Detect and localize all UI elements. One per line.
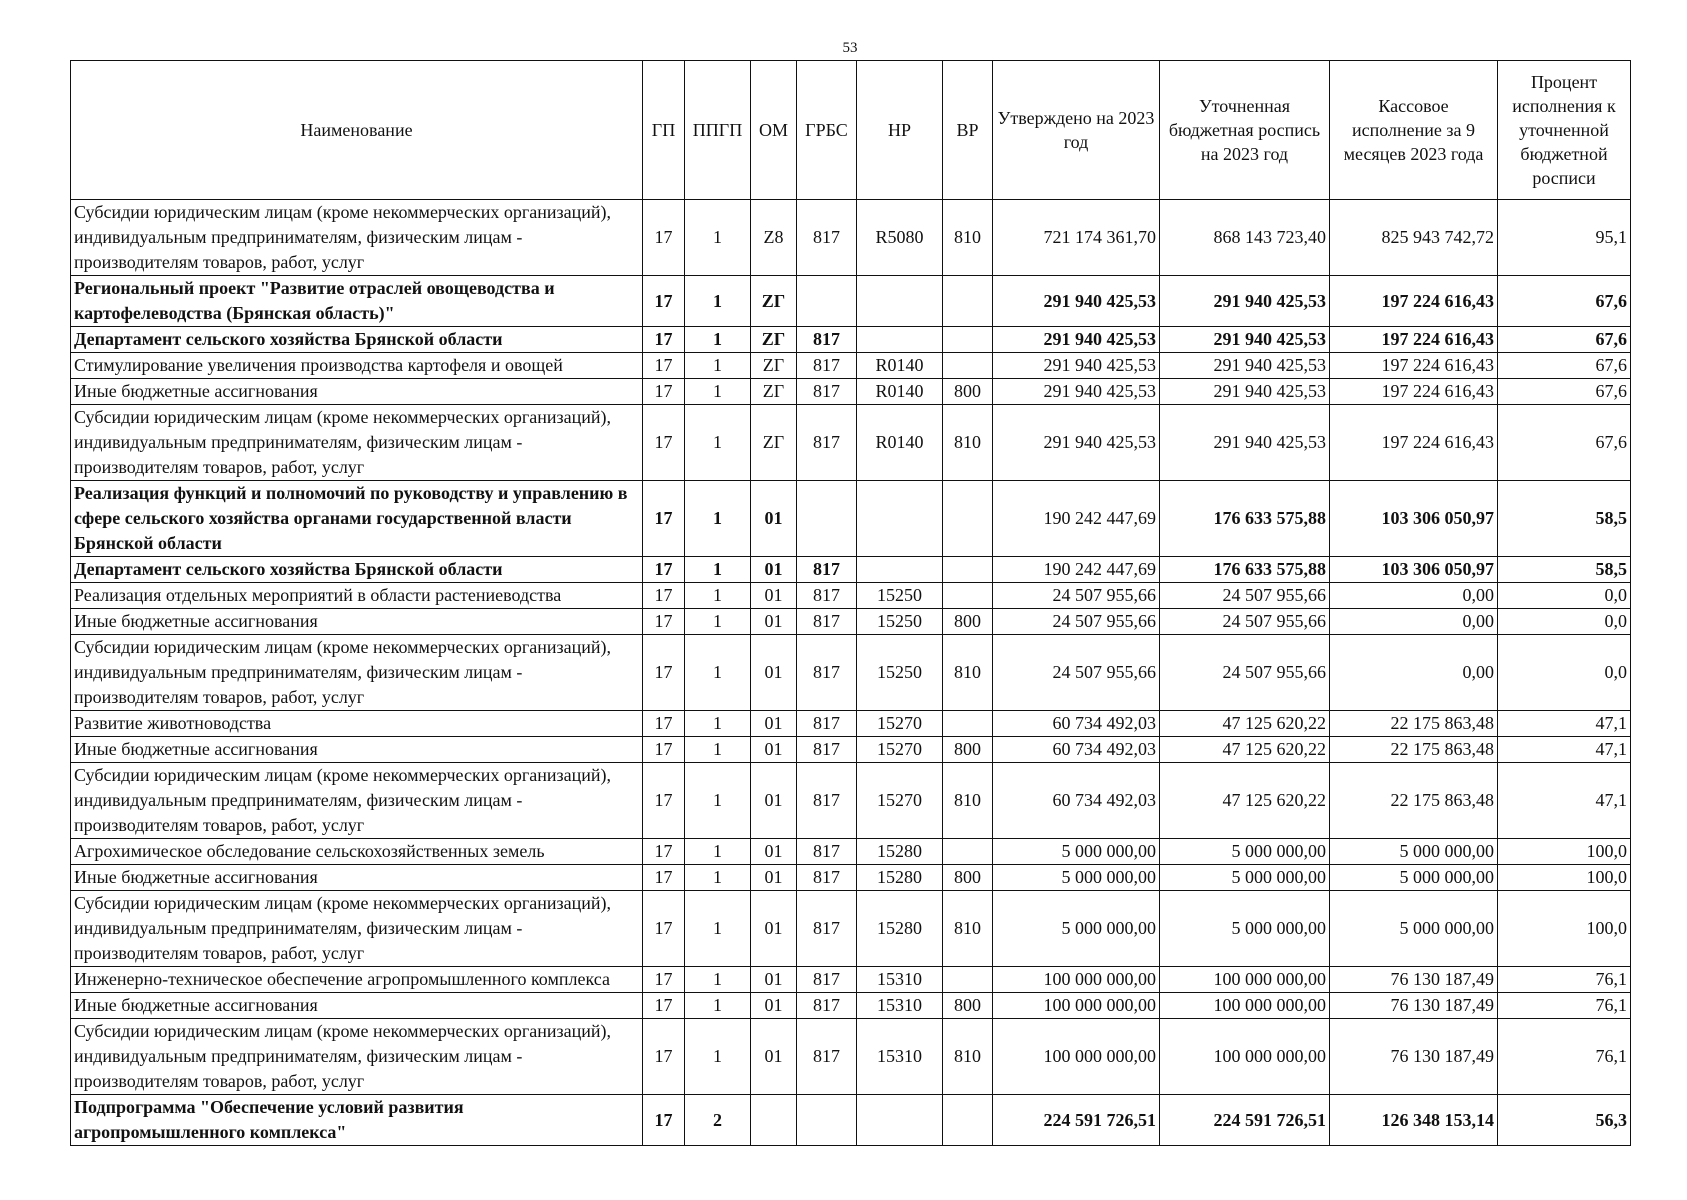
row-np (857, 557, 943, 583)
table-row (71, 405, 1631, 481)
row-cash: 103 306 050,97 (1330, 481, 1498, 557)
header-cash: Кассовое исполнение за 9 месяцев 2023 года (1330, 61, 1498, 200)
row-vr (943, 583, 993, 609)
row-vr: 810 (943, 891, 993, 967)
row-refined: 176 633 575,88 (1160, 557, 1330, 583)
row-refined: 291 940 425,53 (1160, 327, 1330, 353)
row-vr: 800 (943, 609, 993, 635)
row-approved: 5 000 000,00 (993, 865, 1160, 891)
table-row (71, 635, 1631, 711)
row-om: 01 (751, 557, 797, 583)
row-ppgp: 1 (685, 405, 751, 481)
row-gp: 17 (643, 865, 685, 891)
row-percent: 95,1 (1498, 200, 1631, 276)
row-approved: 100 000 000,00 (993, 1019, 1160, 1095)
row-ppgp: 2 (685, 1095, 751, 1146)
row-np: 15270 (857, 763, 943, 839)
row-approved: 721 174 361,70 (993, 200, 1160, 276)
row-np: 15310 (857, 1019, 943, 1095)
row-gp: 17 (643, 711, 685, 737)
row-cash: 197 224 616,43 (1330, 327, 1498, 353)
row-approved: 291 940 425,53 (993, 276, 1160, 327)
row-vr: 810 (943, 200, 993, 276)
row-refined: 5 000 000,00 (1160, 839, 1330, 865)
row-grbs: 817 (797, 763, 857, 839)
row-percent: 67,6 (1498, 353, 1631, 379)
row-name: Иные бюджетные ассигнования (71, 737, 643, 763)
header-name: Наименование (71, 61, 643, 200)
row-refined: 100 000 000,00 (1160, 967, 1330, 993)
row-approved: 60 734 492,03 (993, 737, 1160, 763)
row-percent: 67,6 (1498, 379, 1631, 405)
table-row (71, 1095, 1631, 1146)
row-gp: 17 (643, 1019, 685, 1095)
row-gp: 17 (643, 993, 685, 1019)
row-approved: 100 000 000,00 (993, 967, 1160, 993)
row-percent: 100,0 (1498, 865, 1631, 891)
row-om: Z8 (751, 200, 797, 276)
row-approved: 5 000 000,00 (993, 891, 1160, 967)
row-percent: 56,3 (1498, 1095, 1631, 1146)
row-cash: 197 224 616,43 (1330, 405, 1498, 481)
row-om: 01 (751, 737, 797, 763)
row-vr: 800 (943, 993, 993, 1019)
row-om: 01 (751, 481, 797, 557)
row-grbs: 817 (797, 379, 857, 405)
table-row (71, 763, 1631, 839)
row-om: 01 (751, 609, 797, 635)
row-np: 15270 (857, 737, 943, 763)
row-gp: 17 (643, 481, 685, 557)
row-cash: 0,00 (1330, 609, 1498, 635)
row-refined: 291 940 425,53 (1160, 405, 1330, 481)
row-refined: 100 000 000,00 (1160, 993, 1330, 1019)
header-percent: Процент исполнения к уточненной бюджетной росписи (1498, 61, 1631, 200)
row-gp: 17 (643, 379, 685, 405)
table-header-row (71, 61, 1631, 200)
row-om: ZГ (751, 276, 797, 327)
row-name: Субсидии юридическим лицам (кроме некоммерческих организаций), индивидуальным предпринимателям, физическим лицам - производителям товаров, работ, услуг (71, 200, 643, 276)
row-cash: 0,00 (1330, 583, 1498, 609)
row-cash: 5 000 000,00 (1330, 839, 1498, 865)
row-om: 01 (751, 1019, 797, 1095)
row-ppgp: 1 (685, 737, 751, 763)
row-approved: 24 507 955,66 (993, 609, 1160, 635)
row-grbs: 817 (797, 865, 857, 891)
row-ppgp: 1 (685, 557, 751, 583)
row-name: Реализация функций и полномочий по руководству и управлению в сфере сельского хозяйства органами государственной власти Брянской области (71, 481, 643, 557)
row-grbs: 817 (797, 405, 857, 481)
row-gp: 17 (643, 583, 685, 609)
table-row (71, 1019, 1631, 1095)
row-grbs: 817 (797, 200, 857, 276)
row-np: 15270 (857, 711, 943, 737)
row-grbs: 817 (797, 557, 857, 583)
header-grbs: ГРБС (797, 61, 857, 200)
row-percent: 100,0 (1498, 891, 1631, 967)
row-gp: 17 (643, 839, 685, 865)
row-np (857, 481, 943, 557)
row-name: Иные бюджетные ассигнования (71, 865, 643, 891)
row-name: Инженерно-техническое обеспечение агропромышленного комплекса (71, 967, 643, 993)
row-np: R0140 (857, 405, 943, 481)
row-cash: 5 000 000,00 (1330, 891, 1498, 967)
table-row (71, 327, 1631, 353)
table-row (71, 353, 1631, 379)
row-ppgp: 1 (685, 711, 751, 737)
table-row (71, 609, 1631, 635)
table-row (71, 557, 1631, 583)
row-gp: 17 (643, 635, 685, 711)
row-approved: 100 000 000,00 (993, 993, 1160, 1019)
row-refined: 291 940 425,53 (1160, 276, 1330, 327)
row-approved: 291 940 425,53 (993, 405, 1160, 481)
row-grbs (797, 481, 857, 557)
row-vr (943, 353, 993, 379)
row-cash: 103 306 050,97 (1330, 557, 1498, 583)
row-cash: 22 175 863,48 (1330, 763, 1498, 839)
row-gp: 17 (643, 1095, 685, 1146)
row-np: R5080 (857, 200, 943, 276)
row-approved: 190 242 447,69 (993, 557, 1160, 583)
row-cash: 5 000 000,00 (1330, 865, 1498, 891)
row-om (751, 1095, 797, 1146)
row-ppgp: 1 (685, 583, 751, 609)
row-ppgp: 1 (685, 276, 751, 327)
row-cash: 76 130 187,49 (1330, 993, 1498, 1019)
table-row (71, 839, 1631, 865)
table-row (71, 200, 1631, 276)
row-np: 15280 (857, 865, 943, 891)
row-grbs: 817 (797, 737, 857, 763)
row-vr (943, 839, 993, 865)
row-vr: 810 (943, 635, 993, 711)
row-refined: 24 507 955,66 (1160, 583, 1330, 609)
row-name: Реализация отдельных мероприятий в области растениеводства (71, 583, 643, 609)
row-ppgp: 1 (685, 481, 751, 557)
row-percent: 67,6 (1498, 276, 1631, 327)
header-vr: ВР (943, 61, 993, 200)
page-number: 53 (842, 40, 858, 56)
row-ppgp: 1 (685, 327, 751, 353)
row-ppgp: 1 (685, 967, 751, 993)
row-ppgp: 1 (685, 1019, 751, 1095)
table-row (71, 993, 1631, 1019)
row-refined: 24 507 955,66 (1160, 609, 1330, 635)
row-percent: 76,1 (1498, 1019, 1631, 1095)
row-gp: 17 (643, 276, 685, 327)
row-name: Департамент сельского хозяйства Брянской области (71, 557, 643, 583)
row-ppgp: 1 (685, 353, 751, 379)
row-om: ZГ (751, 353, 797, 379)
row-np: 15250 (857, 583, 943, 609)
row-gp: 17 (643, 967, 685, 993)
row-approved: 5 000 000,00 (993, 839, 1160, 865)
row-om: 01 (751, 891, 797, 967)
row-vr (943, 967, 993, 993)
row-percent: 58,5 (1498, 557, 1631, 583)
row-np: 15250 (857, 609, 943, 635)
table-row (71, 891, 1631, 967)
row-vr (943, 1095, 993, 1146)
table-row (71, 711, 1631, 737)
row-gp: 17 (643, 200, 685, 276)
row-vr (943, 327, 993, 353)
header-ppgp: ППГП (685, 61, 751, 200)
row-ppgp: 1 (685, 379, 751, 405)
row-refined: 5 000 000,00 (1160, 865, 1330, 891)
row-name: Подпрограмма "Обеспечение условий развития агропромышленного комплекса" (71, 1095, 643, 1146)
table-row (71, 583, 1631, 609)
row-vr: 810 (943, 1019, 993, 1095)
row-name: Иные бюджетные ассигнования (71, 993, 643, 1019)
row-grbs: 817 (797, 635, 857, 711)
row-gp: 17 (643, 327, 685, 353)
row-om: 01 (751, 993, 797, 1019)
header-refined: Уточненная бюджетная роспись на 2023 год (1160, 61, 1330, 200)
row-cash: 22 175 863,48 (1330, 737, 1498, 763)
row-approved: 224 591 726,51 (993, 1095, 1160, 1146)
row-om: 01 (751, 711, 797, 737)
row-vr: 800 (943, 737, 993, 763)
row-percent: 76,1 (1498, 967, 1631, 993)
row-percent: 47,1 (1498, 711, 1631, 737)
row-percent: 76,1 (1498, 993, 1631, 1019)
row-percent: 0,0 (1498, 583, 1631, 609)
row-vr: 810 (943, 763, 993, 839)
row-approved: 291 940 425,53 (993, 353, 1160, 379)
row-vr: 800 (943, 865, 993, 891)
row-name: Региональный проект "Развитие отраслей овощеводства и картофелеводства (Брянская область)" (71, 276, 643, 327)
row-percent: 0,0 (1498, 635, 1631, 711)
row-cash: 197 224 616,43 (1330, 353, 1498, 379)
row-refined: 176 633 575,88 (1160, 481, 1330, 557)
row-np: 15310 (857, 967, 943, 993)
row-vr (943, 557, 993, 583)
row-om: 01 (751, 865, 797, 891)
row-om: 01 (751, 583, 797, 609)
row-np: 15280 (857, 839, 943, 865)
row-om: ZГ (751, 379, 797, 405)
row-name: Иные бюджетные ассигнования (71, 379, 643, 405)
row-grbs: 817 (797, 993, 857, 1019)
row-gp: 17 (643, 353, 685, 379)
row-refined: 291 940 425,53 (1160, 379, 1330, 405)
row-om: ZГ (751, 405, 797, 481)
row-gp: 17 (643, 737, 685, 763)
row-gp: 17 (643, 891, 685, 967)
row-cash: 76 130 187,49 (1330, 1019, 1498, 1095)
row-name: Субсидии юридическим лицам (кроме некоммерческих организаций), индивидуальным предпринимателям, физическим лицам - производителям товаров, работ, услуг (71, 763, 643, 839)
row-refined: 868 143 723,40 (1160, 200, 1330, 276)
row-name: Стимулирование увеличения производства картофеля и овощей (71, 353, 643, 379)
row-np: R0140 (857, 379, 943, 405)
row-approved: 24 507 955,66 (993, 635, 1160, 711)
row-name: Субсидии юридическим лицам (кроме некоммерческих организаций), индивидуальным предпринимателям, физическим лицам - производителям товаров, работ, услуг (71, 635, 643, 711)
row-name: Субсидии юридическим лицам (кроме некоммерческих организаций), индивидуальным предпринимателям, физическим лицам - производителям товаров, работ, услуг (71, 1019, 643, 1095)
row-om: 01 (751, 635, 797, 711)
row-refined: 291 940 425,53 (1160, 353, 1330, 379)
row-refined: 47 125 620,22 (1160, 763, 1330, 839)
row-grbs: 817 (797, 609, 857, 635)
row-om: 01 (751, 839, 797, 865)
row-approved: 291 940 425,53 (993, 327, 1160, 353)
row-percent: 58,5 (1498, 481, 1631, 557)
row-refined: 100 000 000,00 (1160, 1019, 1330, 1095)
row-name: Агрохимическое обследование сельскохозяйственных земель (71, 839, 643, 865)
row-gp: 17 (643, 763, 685, 839)
budget-table (70, 60, 1631, 1146)
row-ppgp: 1 (685, 609, 751, 635)
table-row (71, 379, 1631, 405)
row-refined: 5 000 000,00 (1160, 891, 1330, 967)
row-percent: 100,0 (1498, 839, 1631, 865)
row-np: 15280 (857, 891, 943, 967)
row-ppgp: 1 (685, 200, 751, 276)
row-percent: 67,6 (1498, 405, 1631, 481)
row-grbs: 817 (797, 891, 857, 967)
row-gp: 17 (643, 557, 685, 583)
row-grbs: 817 (797, 327, 857, 353)
header-np: НР (857, 61, 943, 200)
row-refined: 24 507 955,66 (1160, 635, 1330, 711)
header-gp: ГП (643, 61, 685, 200)
row-approved: 291 940 425,53 (993, 379, 1160, 405)
table-row (71, 276, 1631, 327)
row-np: R0140 (857, 353, 943, 379)
row-name: Субсидии юридическим лицам (кроме некоммерческих организаций), индивидуальным предпринимателям, физическим лицам - производителям товаров, работ, услуг (71, 405, 643, 481)
table-row (71, 865, 1631, 891)
row-refined: 47 125 620,22 (1160, 737, 1330, 763)
row-approved: 24 507 955,66 (993, 583, 1160, 609)
row-cash: 197 224 616,43 (1330, 276, 1498, 327)
header-om: ОМ (751, 61, 797, 200)
row-ppgp: 1 (685, 839, 751, 865)
row-cash: 22 175 863,48 (1330, 711, 1498, 737)
row-vr (943, 481, 993, 557)
row-approved: 190 242 447,69 (993, 481, 1160, 557)
row-om: 01 (751, 763, 797, 839)
row-ppgp: 1 (685, 763, 751, 839)
row-grbs: 817 (797, 583, 857, 609)
row-om: ZГ (751, 327, 797, 353)
row-gp: 17 (643, 609, 685, 635)
row-approved: 60 734 492,03 (993, 763, 1160, 839)
row-grbs: 817 (797, 711, 857, 737)
row-name: Развитие животноводства (71, 711, 643, 737)
row-name: Иные бюджетные ассигнования (71, 609, 643, 635)
row-refined: 224 591 726,51 (1160, 1095, 1330, 1146)
row-np (857, 327, 943, 353)
row-grbs: 817 (797, 967, 857, 993)
row-vr (943, 711, 993, 737)
row-np: 15250 (857, 635, 943, 711)
row-vr (943, 276, 993, 327)
table-row (71, 967, 1631, 993)
row-grbs (797, 1095, 857, 1146)
table-row (71, 737, 1631, 763)
row-grbs: 817 (797, 353, 857, 379)
row-percent: 47,1 (1498, 737, 1631, 763)
table-row (71, 481, 1631, 557)
row-cash: 825 943 742,72 (1330, 200, 1498, 276)
row-name: Субсидии юридическим лицам (кроме некоммерческих организаций), индивидуальным предпринимателям, физическим лицам - производителям товаров, работ, услуг (71, 891, 643, 967)
row-grbs (797, 276, 857, 327)
row-np (857, 276, 943, 327)
row-percent: 47,1 (1498, 763, 1631, 839)
row-cash: 126 348 153,14 (1330, 1095, 1498, 1146)
row-approved: 60 734 492,03 (993, 711, 1160, 737)
row-np: 15310 (857, 993, 943, 1019)
row-percent: 0,0 (1498, 609, 1631, 635)
row-ppgp: 1 (685, 635, 751, 711)
row-percent: 67,6 (1498, 327, 1631, 353)
row-ppgp: 1 (685, 865, 751, 891)
row-cash: 0,00 (1330, 635, 1498, 711)
row-om: 01 (751, 967, 797, 993)
row-grbs: 817 (797, 839, 857, 865)
row-cash: 76 130 187,49 (1330, 967, 1498, 993)
row-vr: 800 (943, 379, 993, 405)
row-refined: 47 125 620,22 (1160, 711, 1330, 737)
row-cash: 197 224 616,43 (1330, 379, 1498, 405)
row-ppgp: 1 (685, 891, 751, 967)
row-ppgp: 1 (685, 993, 751, 1019)
row-grbs: 817 (797, 1019, 857, 1095)
row-gp: 17 (643, 405, 685, 481)
row-name: Департамент сельского хозяйства Брянской области (71, 327, 643, 353)
row-vr: 810 (943, 405, 993, 481)
header-approved: Утверждено на 2023 год (993, 61, 1160, 200)
row-np (857, 1095, 943, 1146)
